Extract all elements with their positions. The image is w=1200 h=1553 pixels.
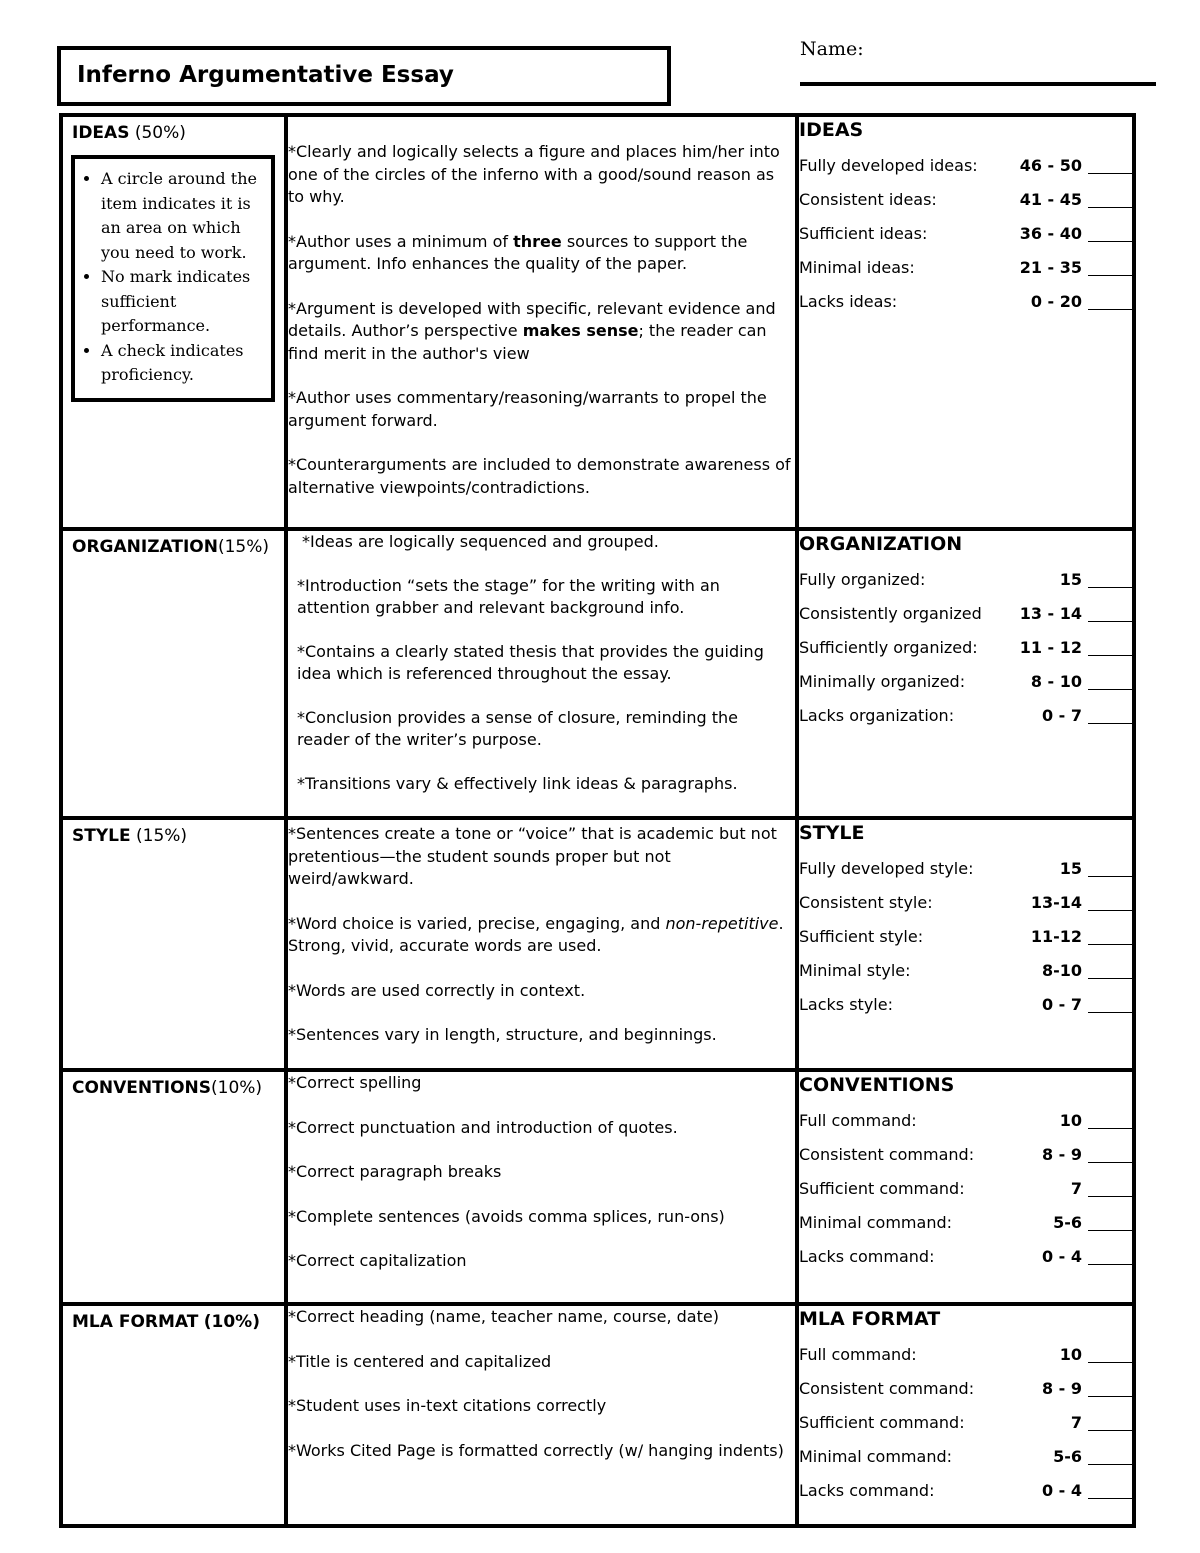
score-blank[interactable] (1088, 1240, 1132, 1265)
score-row: Minimal command: 5-6 (799, 1206, 1132, 1240)
rubric-row-organization (61, 529, 1134, 818)
criterion: *Counterarguments are included to demonstrate awareness of alternative viewpoints/contradictions. (288, 455, 791, 497)
score-blank[interactable] (1088, 1440, 1132, 1465)
score-blank[interactable] (1088, 597, 1132, 622)
score-blank[interactable] (1088, 217, 1132, 242)
score-row: Lacks organization: 0 - 7 (799, 699, 1132, 733)
score-row: Sufficient ideas: 36 - 40 (799, 217, 1132, 251)
score-row: Minimal command: 5-6 (799, 1440, 1132, 1474)
score-row: Minimal ideas: 21 - 35 (799, 251, 1132, 285)
score-row: Consistent command: 8 - 9 (799, 1372, 1132, 1406)
score-row: Lacks command: 0 - 4 (799, 1240, 1132, 1274)
score-row: Fully developed ideas: 46 - 50 (799, 149, 1132, 183)
category-heading: MLA FORMAT (10%) (72, 1312, 260, 1332)
category-cell (61, 818, 286, 1070)
score-row: Minimally organized: 8 - 10 (799, 665, 1132, 699)
title-box (57, 46, 671, 106)
score-blank[interactable] (1088, 1206, 1132, 1231)
criterion: *Clearly and logically selects a figure and places him/her into one of the circles of the inferno with a good/sound reason as to why. (288, 142, 780, 206)
legend-item: • No mark indicates sufficient performance. (101, 265, 265, 339)
score-row: Fully developed style: 15 (799, 852, 1132, 886)
score-row: Consistently organized 13 - 14 (799, 597, 1132, 631)
criterion: *Sentences vary in length, structure, and beginnings. (288, 1025, 717, 1044)
criterion: *Correct capitalization (288, 1251, 467, 1270)
criterion: *Sentences create a tone or “voice” that is academic but not pretentious—the student sounds proper but not weird/awkward. (288, 824, 777, 888)
legend-item: • A check indicates proficiency. (101, 339, 265, 388)
score-title: IDEAS (799, 119, 864, 141)
score-row: Fully organized: 15 (799, 563, 1132, 597)
criterion: *Words are used correctly in context. (288, 980, 586, 1000)
criterion: *Introduction “sets the stage” for the writing with an attention grabber and relevant background info. (297, 575, 720, 617)
score-title: STYLE (799, 822, 865, 844)
score-row: Sufficiently organized: 11 - 12 (799, 631, 1132, 665)
score-blank[interactable] (1088, 1338, 1132, 1363)
category-heading: ORGANIZATION(15%) (72, 537, 270, 557)
criterion: *Correct heading (name, teacher name, course, date) (288, 1307, 719, 1326)
criterion: *Author uses a minimum of three sources to support the argument. Info enhances the quality of the paper. (288, 231, 748, 273)
score-title: MLA FORMAT (799, 1308, 941, 1330)
name-label: Name: (800, 38, 864, 60)
criterion: *Correct punctuation and introduction of quotes. (288, 1117, 678, 1137)
score-blank[interactable] (1088, 988, 1132, 1013)
score-blank[interactable] (1088, 183, 1132, 208)
criterion: *Student uses in-text citations correctly (288, 1396, 607, 1415)
score-blank[interactable] (1088, 631, 1132, 656)
legend-item: • A circle around the item indicates it is an area on which you need to work. (101, 167, 265, 265)
criterion: *Title is centered and capitalized (288, 1351, 552, 1371)
criterion: *Word choice is varied, precise, engaging, and non-repetitive. Strong, vivid, accurate words are used. (288, 913, 784, 955)
criteria-cell (286, 1304, 797, 1526)
score-row: Sufficient style: 11-12 (799, 920, 1132, 954)
category-heading: IDEAS (50%) (72, 123, 186, 143)
criterion: *Ideas are logically sequenced and grouped. (302, 532, 659, 551)
score-row: Full command: 10 (799, 1104, 1132, 1138)
criteria-cell (286, 529, 797, 818)
rubric-table (59, 113, 1136, 1528)
score-row: Sufficient command: 7 (799, 1172, 1132, 1206)
rubric-row-style (61, 818, 1134, 1070)
criteria-cell (286, 115, 797, 529)
criterion: *Transitions vary & effectively link ideas & paragraphs. (297, 773, 738, 793)
score-row: Consistent style: 13-14 (799, 886, 1132, 920)
score-row: Sufficient command: 7 (799, 1406, 1132, 1440)
score-blank[interactable] (1088, 251, 1132, 276)
score-blank[interactable] (1088, 1406, 1132, 1431)
score-row: Minimal style: 8-10 (799, 954, 1132, 988)
score-blank[interactable] (1088, 1104, 1132, 1129)
score-row: Lacks command: 0 - 4 (799, 1474, 1132, 1508)
rubric-row-mla-format (61, 1304, 1134, 1526)
criteria-cell (286, 1070, 797, 1304)
category-cell (61, 529, 286, 818)
score-blank[interactable] (1088, 285, 1132, 310)
score-row: Consistent command: 8 - 9 (799, 1138, 1132, 1172)
score-blank[interactable] (1088, 665, 1132, 690)
score-blank[interactable] (1088, 1474, 1132, 1499)
rubric-row-conventions (61, 1070, 1134, 1304)
criterion: *Works Cited Page is formatted correctly (w/ hanging indents) (288, 1440, 784, 1460)
page-title: Inferno Argumentative Essay (77, 62, 454, 88)
criteria-cell (286, 818, 797, 1070)
score-blank[interactable] (1088, 920, 1132, 945)
score-blank[interactable] (1088, 699, 1132, 724)
score-row: Lacks style: 0 - 7 (799, 988, 1132, 1022)
score-cell (797, 818, 1134, 1070)
criterion: *Argument is developed with specific, relevant evidence and details. Author’s perspective makes sense; the reader can find merit in the author's view (288, 298, 776, 363)
score-cell (797, 1070, 1134, 1304)
score-row: Lacks ideas: 0 - 20 (799, 285, 1132, 319)
score-title: ORGANIZATION (799, 533, 963, 555)
score-blank[interactable] (1088, 563, 1132, 588)
score-title: CONVENTIONS (799, 1074, 955, 1096)
score-cell (797, 1304, 1134, 1526)
criterion: *Correct spelling (288, 1073, 422, 1092)
score-blank[interactable] (1088, 852, 1132, 877)
category-heading: STYLE (15%) (72, 826, 188, 846)
score-blank[interactable] (1088, 954, 1132, 979)
criterion: *Conclusion provides a sense of closure, reminding the reader of the writer’s purpose. (297, 707, 739, 749)
legend-box (71, 155, 275, 402)
name-line[interactable] (800, 82, 1156, 86)
score-row: Consistent ideas: 41 - 45 (799, 183, 1132, 217)
criterion: *Complete sentences (avoids comma splices, run-ons) (288, 1206, 725, 1226)
category-cell (61, 1304, 286, 1526)
score-blank[interactable] (1088, 1172, 1132, 1197)
score-blank[interactable] (1088, 886, 1132, 911)
criterion: *Correct paragraph breaks (288, 1162, 502, 1181)
score-blank[interactable] (1088, 149, 1132, 174)
score-cell (797, 529, 1134, 818)
criterion: *Author uses commentary/reasoning/warrants to propel the argument forward. (288, 388, 767, 430)
category-heading: CONVENTIONS(10%) (72, 1078, 263, 1098)
category-cell (61, 1070, 286, 1304)
score-blank[interactable] (1088, 1138, 1132, 1163)
category-cell (61, 115, 286, 529)
score-blank[interactable] (1088, 1372, 1132, 1397)
rubric-row-ideas (61, 115, 1134, 529)
score-row: Full command: 10 (799, 1338, 1132, 1372)
criterion: *Contains a clearly stated thesis that provides the guiding idea which is referenced throughout the essay. (297, 641, 764, 683)
score-cell (797, 115, 1134, 529)
